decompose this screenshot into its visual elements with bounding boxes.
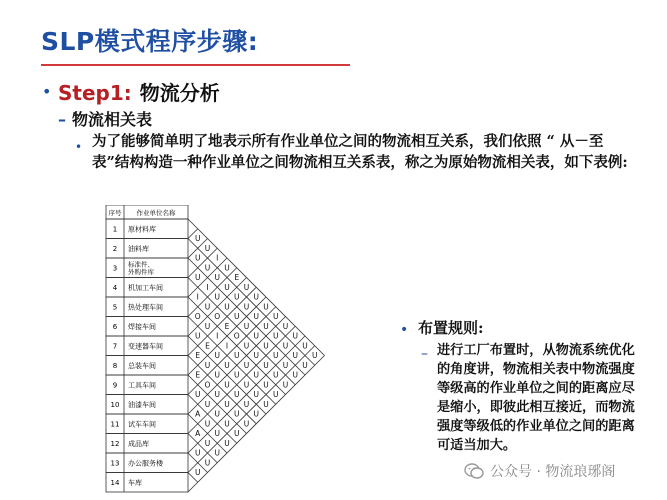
- rating-letter: U: [214, 273, 220, 282]
- row-no: 10: [110, 400, 120, 409]
- rating-letter: U: [253, 312, 259, 321]
- rating-letter: U: [234, 409, 240, 419]
- rating-letter: U: [292, 331, 298, 341]
- rating-letter: O: [214, 312, 221, 321]
- rating-letter: U: [263, 380, 269, 390]
- logistics-relation-matrix: [105, 205, 390, 500]
- rating-letter: U: [195, 234, 201, 243]
- row-name: 机加工车间: [128, 283, 163, 292]
- rating-letter: U: [243, 380, 250, 390]
- watermark: [464, 461, 615, 481]
- rating-letter: U: [243, 302, 250, 312]
- rating-letter: U: [224, 380, 230, 390]
- rating-letter: U: [234, 351, 240, 360]
- row-name: 油料库: [128, 244, 149, 253]
- rating-letter: E: [224, 321, 230, 331]
- sub-heading-text: 物流相关表: [72, 110, 153, 129]
- rating-letter: U: [253, 331, 259, 341]
- rating-letter: U: [243, 321, 250, 331]
- rating-letter: U: [204, 419, 211, 429]
- rating-letter: I: [206, 282, 209, 292]
- row-no: 14: [110, 478, 120, 487]
- rating-letter: U: [282, 380, 289, 390]
- rating-letter: U: [263, 302, 269, 312]
- rating-letter: U: [282, 341, 289, 351]
- row-no: 8: [112, 361, 118, 370]
- row-no: 11: [110, 420, 120, 429]
- rating-letter: U: [302, 360, 308, 370]
- rating-letter: I: [216, 253, 219, 263]
- rating-letter: U: [195, 273, 201, 282]
- rating-letter: U: [234, 292, 240, 302]
- row-no: 4: [112, 283, 118, 292]
- rating-letter: O: [204, 380, 211, 390]
- rating-letter: U: [234, 312, 240, 321]
- rating-letter: U: [214, 448, 220, 458]
- rating-letter: U: [273, 370, 279, 380]
- rating-letter: U: [292, 370, 298, 380]
- row-name: 变速器车间: [128, 342, 163, 351]
- slide-title: SLP模式程序步骤:: [41, 27, 259, 56]
- rating-letter: U: [204, 321, 211, 331]
- rating-letter: U: [282, 321, 289, 331]
- rating-letter: U: [224, 419, 230, 429]
- row-name: 焊接车间: [128, 322, 156, 331]
- rating-letter: U: [263, 399, 269, 409]
- dash-icon: –: [421, 346, 428, 362]
- wechat-icon: [464, 463, 484, 479]
- rating-letter: U: [253, 292, 259, 302]
- rating-letter: U: [273, 351, 279, 360]
- rating-letter: U: [224, 263, 230, 273]
- rating-letter: O: [233, 331, 240, 341]
- rating-letter: E: [195, 370, 201, 380]
- sub-heading: [58, 107, 152, 130]
- rating-letter: U: [263, 360, 269, 370]
- rating-letter: U: [195, 253, 201, 263]
- bullet-dot-icon: •: [75, 140, 83, 154]
- step-heading: [58, 77, 220, 106]
- rating-letter: E: [195, 351, 201, 360]
- rating-letter: U: [204, 458, 211, 468]
- row-name: 原材料库: [128, 225, 156, 234]
- row-name: 标准件、: [128, 260, 154, 269]
- row-no: 9: [112, 381, 118, 390]
- rating-letter: U: [214, 390, 220, 399]
- rating-letter: U: [243, 282, 250, 292]
- bullet-dot-icon: •: [400, 322, 409, 338]
- row-name: 总装车间: [128, 361, 156, 370]
- row-name: 成品库: [128, 439, 149, 448]
- row-no: 13: [110, 459, 120, 468]
- rating-letter: U: [243, 360, 250, 370]
- layout-rule-title: 布置规则:: [418, 319, 484, 337]
- rating-letter: U: [204, 360, 211, 370]
- rating-letter: U: [282, 360, 289, 370]
- row-name: 外购件库: [128, 267, 154, 276]
- row-no: 7: [112, 342, 118, 351]
- rating-letter: U: [214, 370, 220, 380]
- header-no: 序号: [108, 209, 122, 217]
- rating-letter: U: [195, 468, 201, 477]
- rating-letter: A: [195, 429, 201, 438]
- row-no: 1: [112, 225, 118, 234]
- rating-letter: U: [263, 341, 269, 351]
- bullet-dot-icon: •: [42, 82, 52, 101]
- row-name: 工具车间: [128, 381, 156, 390]
- rating-letter: U: [253, 390, 259, 399]
- rating-letter: I: [225, 341, 229, 351]
- row-name: 办公服务楼: [128, 459, 163, 468]
- row-no: 3: [112, 264, 118, 273]
- rating-letter: U: [243, 399, 250, 409]
- rating-letter: E: [205, 341, 210, 351]
- rating-letter: U: [312, 351, 318, 360]
- rating-letter: U: [214, 429, 220, 438]
- rating-letter: U: [243, 419, 250, 429]
- rating-letter: U: [253, 370, 259, 380]
- row-name: 试车车间: [128, 420, 156, 429]
- rating-letter: U: [234, 429, 240, 438]
- rating-letter: U: [204, 243, 211, 253]
- rating-letter: U: [234, 370, 240, 380]
- rating-letter: U: [253, 351, 259, 360]
- rating-letter: U: [273, 312, 279, 321]
- rating-letter: U: [273, 390, 279, 399]
- row-no: 6: [112, 322, 118, 331]
- rating-letter: U: [214, 409, 220, 419]
- row-no: 12: [110, 439, 120, 448]
- row-name: 油漆车间: [128, 400, 156, 409]
- rating-letter: U: [224, 399, 230, 409]
- rating-letter: U: [195, 390, 201, 399]
- rating-letter: U: [302, 341, 308, 351]
- intro-paragraph: 为了能够简单明了地表示所有作业单位之间的物流相互关系，我们依照 “ 从－至表”结构构造一种作业单位之间物流相互关系表，称之为原始物流相关表，如下表例:: [92, 133, 628, 171]
- rating-letter: U: [243, 341, 250, 351]
- rating-letter: E: [234, 273, 240, 282]
- rating-letter: U: [204, 438, 211, 448]
- rating-letter: I: [196, 292, 199, 302]
- rating-letter: U: [292, 351, 298, 360]
- title-underline: [41, 64, 350, 66]
- row-no: 5: [112, 303, 118, 312]
- step-label: Step1:: [58, 81, 132, 105]
- rating-letter: U: [214, 292, 220, 302]
- rating-letter: U: [204, 399, 211, 409]
- row-no: 2: [112, 244, 118, 253]
- step-name: 物流分析: [139, 81, 220, 105]
- rating-letter: U: [273, 331, 279, 341]
- rating-letter: U: [224, 302, 230, 312]
- rating-letter: U: [195, 448, 201, 458]
- row-name: 车库: [128, 478, 142, 487]
- rating-letter: U: [214, 351, 220, 360]
- rating-letter: U: [195, 331, 201, 341]
- rating-letter: A: [195, 409, 201, 419]
- rating-letter: U: [224, 360, 230, 370]
- row-name: 热处理车间: [128, 303, 163, 312]
- rating-letter: U: [234, 390, 240, 399]
- rating-letter: U: [204, 302, 211, 312]
- rating-letter: U: [263, 321, 269, 331]
- layout-rule-text: 进行工厂布置时，从物流系统优化的角度讲，物流相关表中物流强度等级高的作业单位之间的距离应尽是缩小，即彼此相互接近，而物流强度等级低的作业单位之间的距离可适当加大。: [437, 343, 635, 453]
- rating-letter: I: [216, 331, 219, 341]
- dash-icon: –: [58, 110, 66, 129]
- rating-letter: O: [194, 312, 201, 321]
- watermark-text: 公众号 · 物流琅琊阁: [490, 464, 616, 480]
- rating-letter: U: [204, 263, 211, 273]
- rating-letter: U: [224, 438, 230, 448]
- rating-letter: U: [253, 409, 259, 419]
- header-name: 作业单位名称: [136, 209, 176, 217]
- rating-letter: U: [224, 282, 230, 292]
